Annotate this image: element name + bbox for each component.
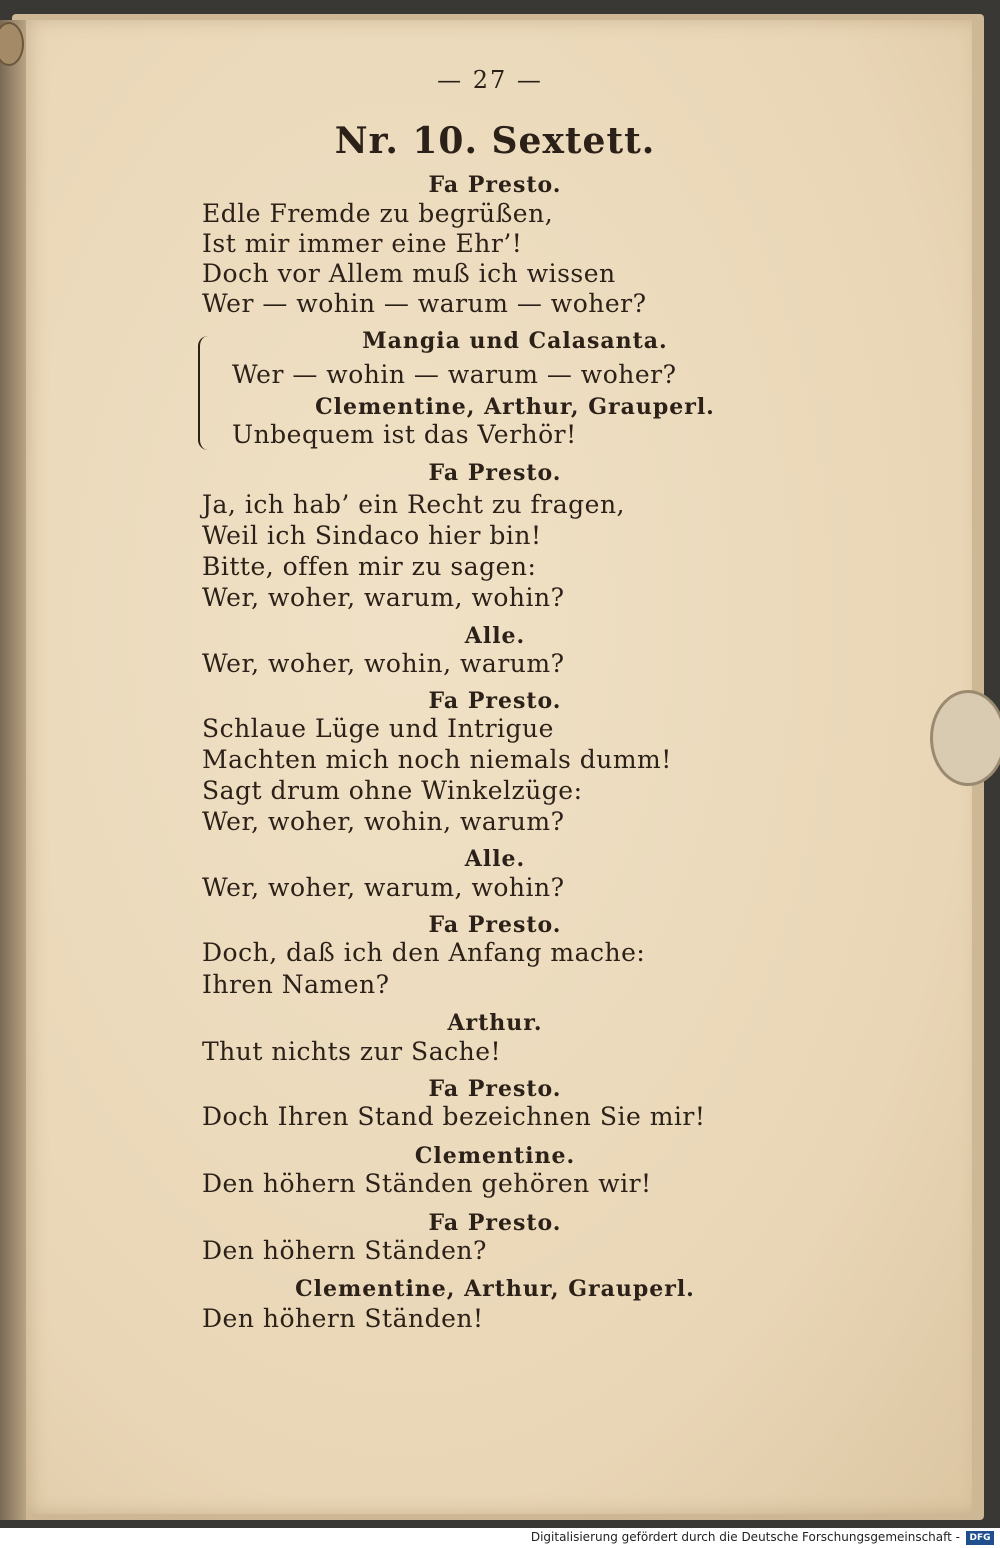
text-line: Wer, woher, warum, wohin? (202, 583, 565, 612)
text-line: Sagt drum ohne Winkelzüge: (202, 776, 583, 805)
footer-credit: Digitalisierung gefördert durch die Deutsche Forschungsgemeinschaft - (530, 1530, 960, 1544)
text-line: Doch, daß ich den Anfang mache: (202, 938, 646, 967)
speaker-name: Fa Presto. (428, 912, 562, 938)
speaker-name: Alle. (464, 846, 526, 872)
text-line: Unbequem ist das Verhör! (232, 420, 577, 449)
text-line: Bitte, offen mir zu sagen: (202, 552, 537, 581)
speaker-name: Clementine, Arthur, Grauperl. (295, 1276, 695, 1302)
footer-bar (0, 1528, 1000, 1548)
text-line: Doch Ihren Stand bezeichnen Sie mir! (202, 1102, 706, 1131)
text-line: Wer — wohin — warum — woher? (202, 289, 647, 318)
speaker-name: Fa Presto. (428, 460, 562, 486)
speaker-name: Arthur. (447, 1010, 543, 1036)
speaker-name: Mangia und Calasanta. (362, 328, 668, 354)
text-line: Ja, ich hab’ ein Recht zu fragen, (202, 490, 625, 519)
page-title: Nr. 10. Sextett. (334, 120, 656, 162)
text-line: Wer, woher, wohin, warum? (202, 649, 565, 678)
text-line: Den höhern Ständen gehören wir! (202, 1169, 652, 1198)
text-line: Ist mir immer eine Ehr’! (202, 229, 523, 258)
text-line: Ihren Namen? (202, 970, 390, 999)
page-number: — 27 — (437, 66, 543, 94)
text-line: Den höhern Ständen? (202, 1236, 487, 1265)
dfg-logo: DFG (966, 1531, 994, 1545)
speaker-name: Fa Presto. (428, 1210, 562, 1236)
speaker-name: Fa Presto. (428, 688, 562, 714)
text-line: Schlaue Lüge und Intrigue (202, 714, 554, 743)
text-line: Wer, woher, warum, wohin? (202, 873, 565, 902)
speaker-name: Fa Presto. (428, 172, 562, 198)
speaker-name: Alle. (464, 623, 526, 649)
text-line: Wer — wohin — warum — woher? (232, 360, 677, 389)
speaker-name: Clementine, Arthur, Grauperl. (315, 394, 715, 420)
text-line: Thut nichts zur Sache! (202, 1037, 502, 1066)
text-line: Wer, woher, wohin, warum? (202, 807, 565, 836)
text-line: Machten mich noch niemals dumm! (202, 745, 672, 774)
text-line: Weil ich Sindaco hier bin! (202, 521, 542, 550)
text-line: Den höhern Ständen! (202, 1304, 484, 1333)
speaker-name: Fa Presto. (428, 1076, 562, 1102)
text-line: Doch vor Allem muß ich wissen (202, 259, 616, 288)
text-line: Edle Fremde zu begrüßen, (202, 199, 554, 228)
speaker-name: Clementine. (414, 1143, 576, 1169)
